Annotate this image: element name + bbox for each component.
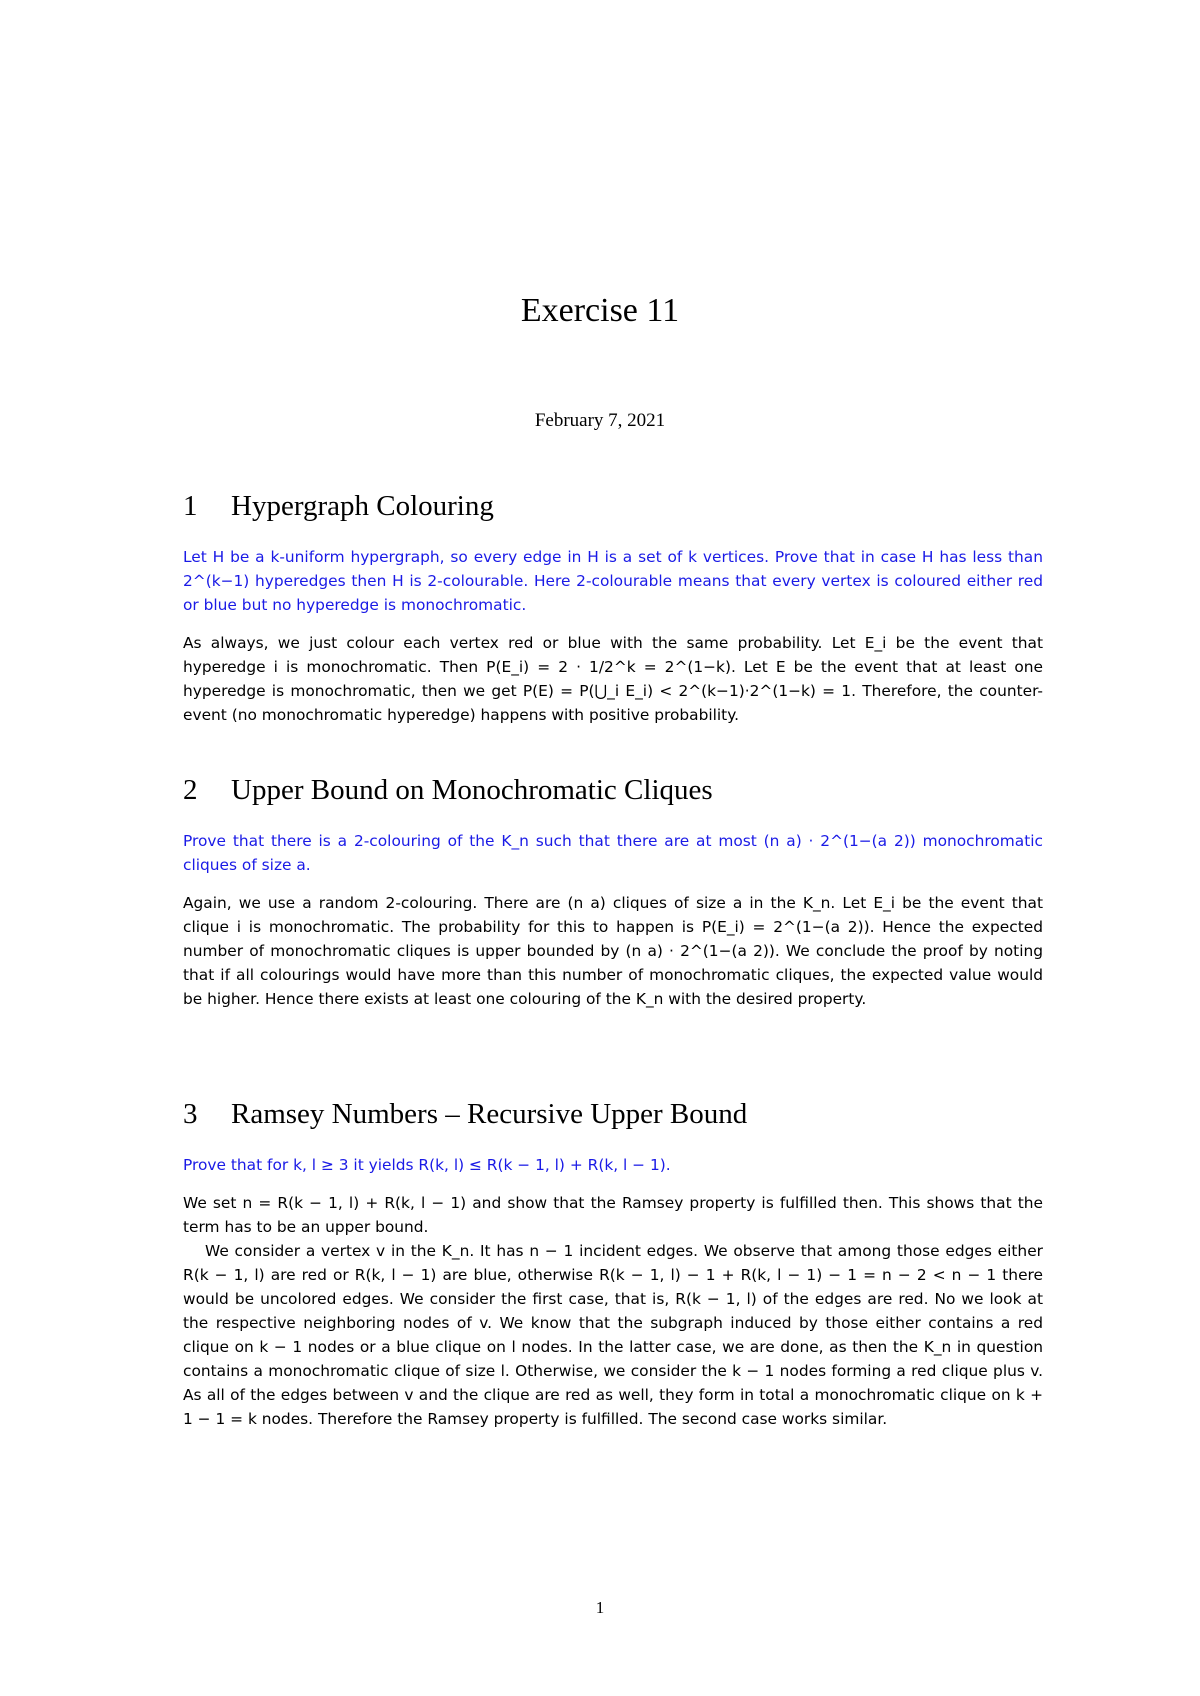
section-heading bbox=[183, 490, 1043, 523]
section-number: 2 bbox=[183, 774, 198, 806]
problem-statement: Prove that there is a 2-colouring of the K_n such that there are at most (n a) · 2^(1−(a 2)) monochromatic cliques of size a. bbox=[183, 832, 1043, 874]
problem-statement: Let H be a k-uniform hypergraph, so every edge in H is a set of k vertices. Prove that in case H has less than 2^(k−1) hyperedges then H is 2-colourable. Here 2-colourable means that every vertex is coloured either red or blue but no hyperedge is monochromatic. bbox=[183, 548, 1043, 614]
answer-paragraph: We set n = R(k − 1, l) + R(k, l − 1) and show that the Ramsey property is fulfilled then. This shows that the term has to be an upper bound. bbox=[183, 1194, 1043, 1236]
answer-paragraph: We consider a vertex v in the K_n. It has n − 1 incident edges. We observe that among those edges either R(k − 1, l) are red or R(k, l − 1) are blue, otherwise R(k − 1, l) − 1 + R(k, l − 1) − 1 = n − 2 < n − 1 there would be uncolored edges. We consider the first case, that is, R(k − 1, l) of the edges are red. No we look at the respective neighboring nodes of v. We know that the subgraph induced by those either contains a red clique on k − 1 nodes or a blue clique on l nodes. In the latter case, we are done, as then the K_n in question contains a monochromatic clique of size l. Otherwise, we consider the k − 1 nodes forming a red clique plus v. As all of the edges between v and the clique are red as well, they form in total a monochromatic clique on k + 1 − 1 = k nodes. Therefore the Ramsey property is fulfilled. The second case works similar. bbox=[183, 1242, 1043, 1428]
section-2 bbox=[183, 774, 1043, 1011]
section-number: 1 bbox=[183, 490, 198, 522]
answer-paragraph: As always, we just colour each vertex red or blue with the same probability. Let E_i be the event that hyperedge i is monochromatic. Then P(E_i) = 2 · 1/2^k = 2^(1−k). Let E be the event that at least one hyperedge is monochromatic, then we get P(E) = P(⋃_i E_i) < 2^(k−1)·2^(1−k) = 1. Therefore, the counter-event (no monochromatic hyperedge) happens with positive probability. bbox=[183, 634, 1043, 724]
section-title: Ramsey Numbers – Recursive Upper Bound bbox=[231, 1098, 748, 1130]
section-heading bbox=[183, 1098, 1043, 1131]
document-title: Exercise 11 bbox=[520, 292, 680, 329]
problem-statement: Prove that for k, l ≥ 3 it yields R(k, l) ≤ R(k − 1, l) + R(k, l − 1). bbox=[183, 1156, 671, 1174]
section-title: Upper Bound on Monochromatic Cliques bbox=[231, 774, 713, 806]
section-title: Hypergraph Colouring bbox=[231, 490, 494, 522]
answer-paragraph: Again, we use a random 2-colouring. There are (n a) cliques of size a in the K_n. Let E_i be the event that clique i is monochromatic. The probability for this to happen is P(E_i) = 2^(1−(a 2)). Hence the expected number of monochromatic cliques is upper bounded by (n a) · 2^(1−(a 2)). We conclude the proof by noting that if all colourings would have more than this number of monochromatic cliques, the expected value would be higher. Hence there exists at least one colouring of the K_n with the desired property. bbox=[183, 894, 1043, 1008]
section-3 bbox=[183, 1098, 1043, 1431]
document-date: February 7, 2021 bbox=[534, 410, 666, 431]
section-1 bbox=[183, 490, 1043, 727]
page-number: 1 bbox=[595, 1598, 605, 1617]
section-heading bbox=[183, 774, 1043, 807]
section-number: 3 bbox=[183, 1098, 198, 1130]
